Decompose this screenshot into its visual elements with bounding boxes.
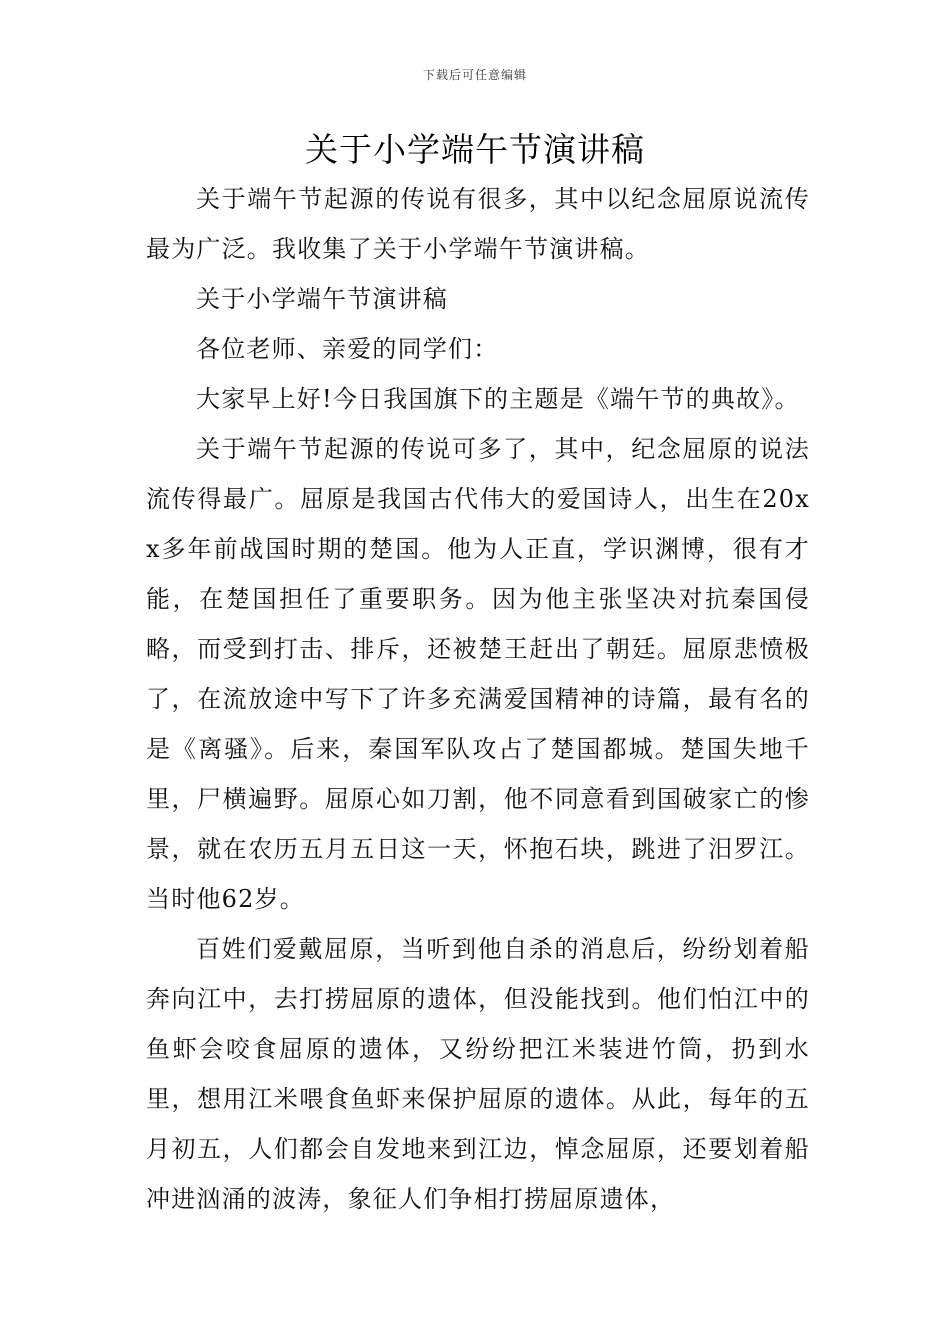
paragraph-intro: 关于端午节起源的传说有很多，其中以纪念屈原说流传最为广泛。我收集了关于小学端午节演讲稿。: [146, 185, 810, 263]
document-title: 关于小学端午节演讲稿: [305, 130, 645, 169]
header-note: 下载后可任意编辑: [422, 68, 527, 82]
paragraph-greeting: 各位老师、亲爱的同学们：: [196, 335, 499, 363]
paragraph-subtitle: 关于小学端午节演讲稿: [196, 285, 448, 313]
document-body: [146, 174, 810, 1224]
paragraph-opening: 大家早上好!今日我国旗下的主题是《端午节的典故》。: [196, 385, 800, 413]
paragraph-people-mourning: 百姓们爱戴屈原，当听到他自杀的消息后，纷纷划着船奔向江中，去打捞屈原的遗体，但没能找到。他们怕江中的鱼虾会咬食屈原的遗体，又纷纷把江米装进竹筒，扔到水里，想用江米喂食鱼虾来保护屈原的遗体。从此，每年的五月初五，人们都会自发地来到江边，悼念屈原，还要划着船冲进汹涌的波涛，象征人们争相打捞屈原遗体，: [146, 935, 810, 1213]
paragraph-qu-yuan-story: 关于端午节起源的传说可多了，其中，纪念屈原的说法流传得最广。屈原是我国古代伟大的爱国诗人，出生在20xx多年前战国时期的楚国。他为人正直，学识渊博，很有才能，在楚国担任了重要职务。因为他主张坚决对抗秦国侵略，而受到打击、排斥，还被楚王赶出了朝廷。屈原悲愤极了，在流放途中写下了许多充满爱国精神的诗篇，最有名的是《离骚》。后来，秦国军队攻占了楚国都城。楚国失地千里，尸横遍野。屈原心如刀割，他不同意看到国破家亡的惨景，就在农历五月五日这一天，怀抱石块，跳进了汨罗江。当时他62岁。: [146, 435, 810, 913]
